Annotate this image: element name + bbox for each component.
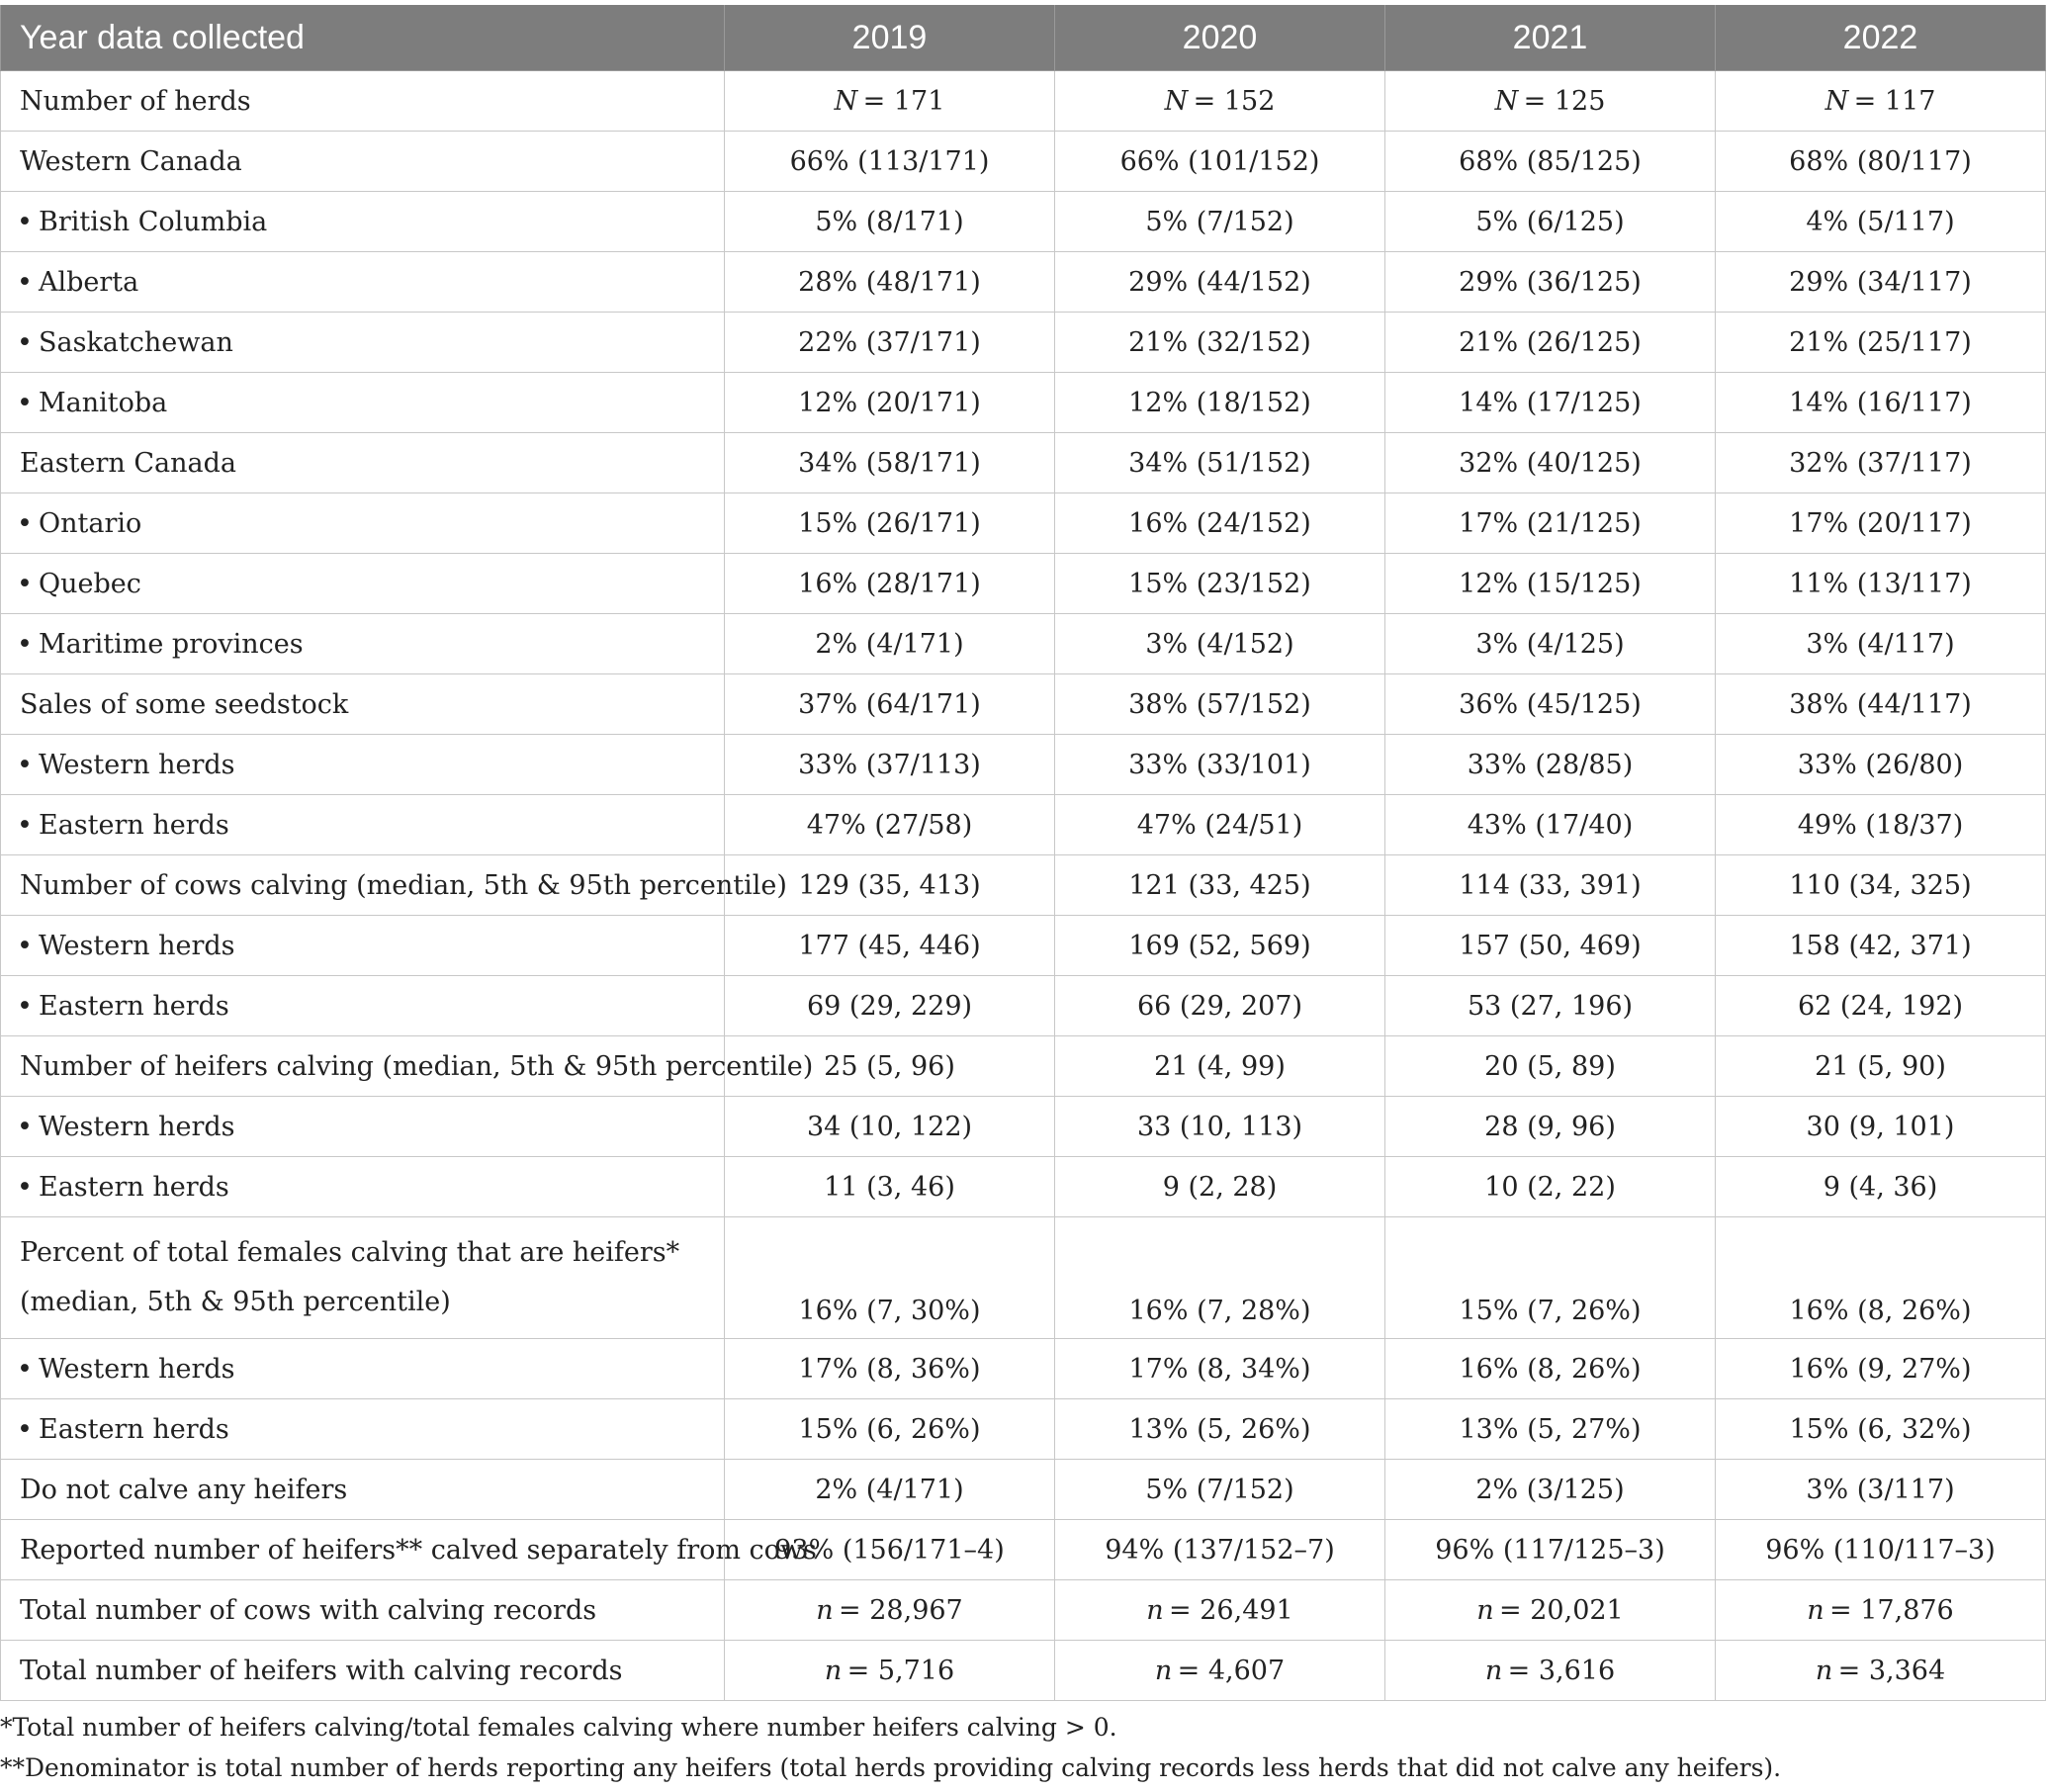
- row-label: [1, 735, 725, 795]
- row-value: 3% (4/117): [1716, 614, 2046, 674]
- row-value: 13% (5, 26%): [1055, 1399, 1385, 1460]
- row-value: [1716, 71, 2046, 132]
- count-symbol: N: [1494, 85, 1519, 117]
- row-value: [1055, 1641, 1385, 1701]
- row-value: 21% (25/117): [1716, 313, 2046, 373]
- table-row: [1, 1580, 2046, 1641]
- table-row: [1, 493, 2046, 554]
- row-value: 121 (33, 425): [1055, 855, 1385, 916]
- row-value: 16% (7, 30%): [725, 1217, 1055, 1339]
- row-label: [1, 1399, 725, 1460]
- bullet-icon: •: [17, 507, 33, 539]
- table-row: [1, 976, 2046, 1036]
- bullet-icon: •: [17, 266, 33, 298]
- row-value: 16% (28/171): [725, 554, 1055, 614]
- row-label: Number of cows calving (median, 5th & 95th percentile): [1, 855, 725, 916]
- table-row: [1, 1339, 2046, 1399]
- row-value: 37% (64/171): [725, 674, 1055, 735]
- row-label: [1, 252, 725, 313]
- row-value: 21 (5, 90): [1716, 1036, 2046, 1097]
- row-value: 5% (6/125): [1385, 192, 1716, 252]
- row-value: 16% (24/152): [1055, 493, 1385, 554]
- row-value: 17% (20/117): [1716, 493, 2046, 554]
- row-value: 33% (33/101): [1055, 735, 1385, 795]
- row-value: 43% (17/40): [1385, 795, 1716, 855]
- row-value: [1385, 1641, 1716, 1701]
- count-symbol: N: [834, 85, 858, 117]
- count-value: = 117: [1853, 85, 1936, 117]
- row-label: [1, 1217, 725, 1339]
- row-label: [1, 795, 725, 855]
- table-row: [1, 795, 2046, 855]
- row-value: 20 (5, 89): [1385, 1036, 1716, 1097]
- row-value: 32% (37/117): [1716, 433, 2046, 493]
- table-row: [1, 916, 2046, 976]
- row-label-text: Maritime provinces: [39, 628, 304, 660]
- footnote: *Total number of heifers calving/total females calving where number heifers calving > 0.: [0, 1713, 1117, 1742]
- table-row: [1, 252, 2046, 313]
- row-value: 49% (18/37): [1716, 795, 2046, 855]
- table-row: [1, 1520, 2046, 1580]
- count-symbol: n: [1815, 1655, 1833, 1686]
- row-label-text: Eastern herds: [39, 809, 229, 841]
- row-value: 34% (51/152): [1055, 433, 1385, 493]
- row-label-text: Quebec: [39, 568, 141, 599]
- bullet-icon: •: [17, 930, 33, 961]
- row-value: 29% (44/152): [1055, 252, 1385, 313]
- row-label: Total number of heifers with calving records: [1, 1641, 725, 1701]
- table-row: [1, 554, 2046, 614]
- row-value: 93% (156/171–4): [725, 1520, 1055, 1580]
- row-label-text: Ontario: [39, 507, 142, 539]
- table-row: [1, 1641, 2046, 1701]
- row-value: 129 (35, 413): [725, 855, 1055, 916]
- count-symbol: N: [1824, 85, 1849, 117]
- row-value: 10 (2, 22): [1385, 1157, 1716, 1217]
- count-symbol: n: [1484, 1655, 1503, 1686]
- row-label: [1, 1339, 725, 1399]
- row-label: Total number of cows with calving records: [1, 1580, 725, 1641]
- row-value: 14% (17/125): [1385, 373, 1716, 433]
- bullet-icon: •: [17, 568, 33, 599]
- count-value: = 171: [862, 85, 945, 117]
- bullet-icon: •: [17, 990, 33, 1022]
- footnote: **Denominator is total number of herds reporting any heifers (total herds providing calving records less herds that did not calve any heifers).: [0, 1753, 1782, 1782]
- row-value: 3% (4/152): [1055, 614, 1385, 674]
- row-value: 15% (6, 26%): [725, 1399, 1055, 1460]
- row-value: 33% (26/80): [1716, 735, 2046, 795]
- row-value: 68% (80/117): [1716, 132, 2046, 192]
- row-value: 12% (18/152): [1055, 373, 1385, 433]
- count-value: = 28,967: [839, 1594, 963, 1626]
- row-value: 47% (27/58): [725, 795, 1055, 855]
- table-row: [1, 132, 2046, 192]
- count-value: = 152: [1193, 85, 1276, 117]
- row-label: Western Canada: [1, 132, 725, 192]
- row-label-text: Western herds: [39, 930, 235, 961]
- row-value: 16% (8, 26%): [1716, 1217, 2046, 1339]
- row-value: 68% (85/125): [1385, 132, 1716, 192]
- row-label: Number of herds: [1, 71, 725, 132]
- row-value: 5% (7/152): [1055, 192, 1385, 252]
- row-value: [725, 71, 1055, 132]
- row-label: Reported number of heifers** calved separately from cows: [1, 1520, 725, 1580]
- row-value: 32% (40/125): [1385, 433, 1716, 493]
- row-label-text: Eastern herds: [39, 1171, 229, 1203]
- row-label-text: Western herds: [39, 1353, 235, 1385]
- row-value: [725, 1641, 1055, 1701]
- row-value: 66 (29, 207): [1055, 976, 1385, 1036]
- row-label: [1, 1097, 725, 1157]
- row-value: 47% (24/51): [1055, 795, 1385, 855]
- row-value: 34% (58/171): [725, 433, 1055, 493]
- bullet-icon: •: [17, 628, 33, 660]
- table-row: [1, 1097, 2046, 1157]
- row-label: Sales of some seedstock: [1, 674, 725, 735]
- count-symbol: n: [824, 1655, 843, 1686]
- herd-data-table: [0, 5, 2046, 1701]
- row-value: 15% (23/152): [1055, 554, 1385, 614]
- row-value: 94% (137/152–7): [1055, 1520, 1385, 1580]
- header-year: 2020: [1055, 5, 1385, 71]
- count-value: = 5,716: [846, 1655, 955, 1686]
- row-value: 5% (8/171): [725, 192, 1055, 252]
- header-row: [1, 5, 2046, 71]
- row-value: [725, 1580, 1055, 1641]
- row-label-text: Eastern herds: [39, 990, 229, 1022]
- row-label: [1, 192, 725, 252]
- row-value: [1385, 1580, 1716, 1641]
- row-value: 158 (42, 371): [1716, 916, 2046, 976]
- row-value: 9 (4, 36): [1716, 1157, 2046, 1217]
- row-value: 15% (6, 32%): [1716, 1399, 2046, 1460]
- count-value: = 26,491: [1169, 1594, 1293, 1626]
- row-value: 3% (4/125): [1385, 614, 1716, 674]
- table-row: [1, 192, 2046, 252]
- row-value: 38% (57/152): [1055, 674, 1385, 735]
- table-row: [1, 1036, 2046, 1097]
- row-label: [1, 614, 725, 674]
- row-value: 62 (24, 192): [1716, 976, 2046, 1036]
- header-year: 2021: [1385, 5, 1716, 71]
- row-value: 114 (33, 391): [1385, 855, 1716, 916]
- row-value: 96% (110/117–3): [1716, 1520, 2046, 1580]
- row-value: 2% (4/171): [725, 1460, 1055, 1520]
- row-label-text: Western herds: [39, 1111, 235, 1142]
- row-label: [1, 976, 725, 1036]
- table-row: [1, 313, 2046, 373]
- row-value: 53 (27, 196): [1385, 976, 1716, 1036]
- table-row: [1, 614, 2046, 674]
- row-label: Eastern Canada: [1, 433, 725, 493]
- row-value: 2% (3/125): [1385, 1460, 1716, 1520]
- row-value: 17% (8, 34%): [1055, 1339, 1385, 1399]
- count-value: = 4,607: [1177, 1655, 1286, 1686]
- row-value: 177 (45, 446): [725, 916, 1055, 976]
- row-value: [1385, 71, 1716, 132]
- table-row: [1, 1157, 2046, 1217]
- table-row: [1, 373, 2046, 433]
- row-value: 96% (117/125–3): [1385, 1520, 1716, 1580]
- count-value: = 3,364: [1837, 1655, 1946, 1686]
- row-value: 16% (9, 27%): [1716, 1339, 2046, 1399]
- row-value: 17% (21/125): [1385, 493, 1716, 554]
- row-value: 14% (16/117): [1716, 373, 2046, 433]
- row-value: 29% (36/125): [1385, 252, 1716, 313]
- row-label: [1, 493, 725, 554]
- bullet-icon: •: [17, 749, 33, 780]
- table-row: [1, 1460, 2046, 1520]
- count-symbol: n: [1807, 1594, 1824, 1626]
- row-value: 22% (37/171): [725, 313, 1055, 373]
- count-symbol: N: [1164, 85, 1189, 117]
- row-label: [1, 554, 725, 614]
- row-label-line: (median, 5th & 95th percentile): [20, 1287, 451, 1317]
- row-value: 16% (7, 28%): [1055, 1217, 1385, 1339]
- row-value: 36% (45/125): [1385, 674, 1716, 735]
- row-value: 3% (3/117): [1716, 1460, 2046, 1520]
- count-value: = 3,616: [1507, 1655, 1616, 1686]
- row-value: 110 (34, 325): [1716, 855, 2046, 916]
- bullet-icon: •: [17, 1171, 33, 1203]
- row-value: 34 (10, 122): [725, 1097, 1055, 1157]
- row-label-text: Western herds: [39, 749, 235, 780]
- row-value: 21% (26/125): [1385, 313, 1716, 373]
- row-label-text: Eastern herds: [39, 1413, 229, 1445]
- row-value: 28 (9, 96): [1385, 1097, 1716, 1157]
- row-label-text: Manitoba: [39, 387, 168, 418]
- table-row: [1, 1217, 2046, 1339]
- row-value: 17% (8, 36%): [725, 1339, 1055, 1399]
- row-value: [1055, 71, 1385, 132]
- row-value: [1055, 1580, 1385, 1641]
- count-value: = 125: [1523, 85, 1606, 117]
- row-value: 169 (52, 569): [1055, 916, 1385, 976]
- table-row: [1, 674, 2046, 735]
- bullet-icon: •: [17, 809, 33, 841]
- row-value: 4% (5/117): [1716, 192, 2046, 252]
- row-value: 25 (5, 96): [725, 1036, 1055, 1097]
- table-row: [1, 735, 2046, 795]
- row-value: 28% (48/171): [725, 252, 1055, 313]
- row-value: 69 (29, 229): [725, 976, 1055, 1036]
- row-value: [1716, 1641, 2046, 1701]
- count-symbol: n: [1146, 1594, 1164, 1626]
- header-year: 2019: [725, 5, 1055, 71]
- row-value: 11% (13/117): [1716, 554, 2046, 614]
- row-value: 21 (4, 99): [1055, 1036, 1385, 1097]
- row-value: 33% (37/113): [725, 735, 1055, 795]
- row-value: 38% (44/117): [1716, 674, 2046, 735]
- table-row: [1, 1399, 2046, 1460]
- row-label: Number of heifers calving (median, 5th & 95th percentile): [1, 1036, 725, 1097]
- row-value: 29% (34/117): [1716, 252, 2046, 313]
- bullet-icon: •: [17, 1353, 33, 1385]
- row-value: 12% (15/125): [1385, 554, 1716, 614]
- row-value: 21% (32/152): [1055, 313, 1385, 373]
- row-label-text: Saskatchewan: [39, 326, 233, 358]
- row-value: 11 (3, 46): [725, 1157, 1055, 1217]
- row-value: 15% (26/171): [725, 493, 1055, 554]
- bullet-icon: •: [17, 1413, 33, 1445]
- row-value: 9 (2, 28): [1055, 1157, 1385, 1217]
- row-value: 66% (113/171): [725, 132, 1055, 192]
- bullet-icon: •: [17, 206, 33, 237]
- bullet-icon: •: [17, 387, 33, 418]
- row-value: 33% (28/85): [1385, 735, 1716, 795]
- table-row: [1, 433, 2046, 493]
- row-label: [1, 1157, 725, 1217]
- row-value: 157 (50, 469): [1385, 916, 1716, 976]
- header-year: 2022: [1716, 5, 2046, 71]
- count-value: = 20,021: [1499, 1594, 1624, 1626]
- row-value: 2% (4/171): [725, 614, 1055, 674]
- row-value: 33 (10, 113): [1055, 1097, 1385, 1157]
- count-value: = 17,876: [1829, 1594, 1954, 1626]
- row-value: 66% (101/152): [1055, 132, 1385, 192]
- row-value: 15% (7, 26%): [1385, 1217, 1716, 1339]
- table-row: [1, 71, 2046, 132]
- row-label: [1, 373, 725, 433]
- bullet-icon: •: [17, 326, 33, 358]
- row-value: 12% (20/171): [725, 373, 1055, 433]
- bullet-icon: •: [17, 1111, 33, 1142]
- row-value: [1716, 1580, 2046, 1641]
- row-label: [1, 313, 725, 373]
- row-label: Do not calve any heifers: [1, 1460, 725, 1520]
- row-value: 13% (5, 27%): [1385, 1399, 1716, 1460]
- row-value: 30 (9, 101): [1716, 1097, 2046, 1157]
- row-label-text: Alberta: [39, 266, 139, 298]
- table-row: [1, 855, 2046, 916]
- row-label-text: British Columbia: [39, 206, 268, 237]
- count-symbol: n: [816, 1594, 834, 1626]
- row-value: 5% (7/152): [1055, 1460, 1385, 1520]
- count-symbol: n: [1476, 1594, 1494, 1626]
- row-value: 16% (8, 26%): [1385, 1339, 1716, 1399]
- count-symbol: n: [1154, 1655, 1173, 1686]
- row-label-line: Percent of total females calving that are heifers*: [20, 1237, 680, 1268]
- row-label: [1, 916, 725, 976]
- header-label: Year data collected: [1, 5, 725, 71]
